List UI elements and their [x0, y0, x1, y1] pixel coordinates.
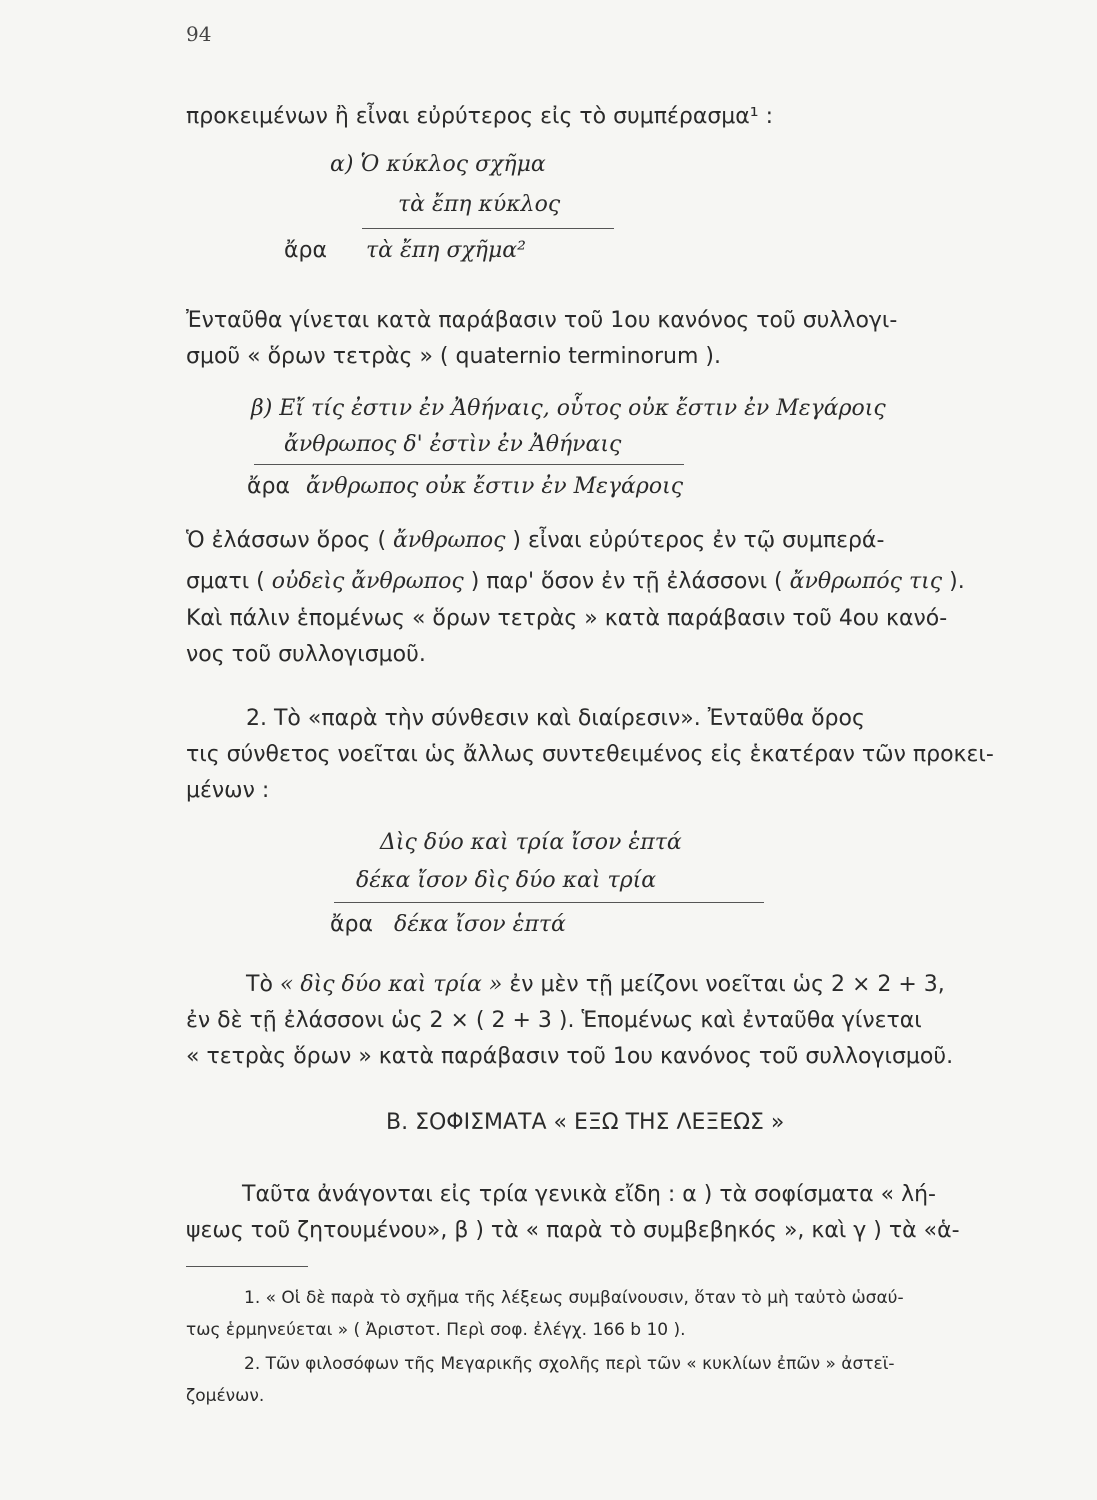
text-line: « τετρὰς ὅρων » κατὰ παράβασιν τοῦ 1ου κανόνος τοῦ συλλογισμοῦ. — [186, 1044, 954, 1069]
page-number: 94 — [186, 22, 212, 46]
syllogism-a-conclusion: τὰ ἔπη σχῆμα² — [366, 238, 526, 263]
syllogism-c-rule — [334, 902, 764, 903]
syllogism-a-minor: τὰ ἔπη κύκλος — [398, 192, 561, 217]
text-line: ἐν δὲ τῇ ἐλάσσονι ὡς 2 × ( 2 + 3 ). Ἑπομένως καὶ ἐνταῦθα γίνεται — [186, 1008, 922, 1033]
syllogism-b-minor: ἄνθρωπος δ' ἐστὶν ἐν Ἀθήναις — [284, 432, 622, 457]
syllogism-b-conclusion: ἄνθρωπος οὐκ ἔστιν ἐν Μεγάροις — [306, 474, 684, 499]
syllogism-a-major: α) Ὁ κύκλος σχῆμα — [330, 152, 546, 177]
ara-label: ἄρα — [330, 912, 373, 937]
footnote-1: 1. « Οἱ δὲ παρὰ τὸ σχῆμα τῆς λέξεως συμβαίνουσιν, ὅταν τὸ μὴ ταὐτὸ ὡσαύ- — [244, 1288, 904, 1308]
text-line: νος τοῦ συλλογισμοῦ. — [186, 642, 426, 667]
syllogism-c-minor: δέκα ἴσον δὶς δύο καὶ τρία — [356, 868, 657, 893]
text-line: μένων : — [186, 778, 270, 803]
syllogism-b-rule — [254, 464, 684, 465]
text-line: σμοῦ « ὅρων τετρὰς » ( quaternio terminorum ). — [186, 344, 721, 369]
text-line: σματι ( οὐδεὶς ἄνθρωπος ) παρ' ὅσον ἐν τῇ ἐλάσσονι ( ἄνθρωπός τις ). — [186, 569, 965, 594]
text-line: Καὶ πάλιν ἑπομένως « ὅρων τετρὰς » κατὰ παράβασιν τοῦ 4ου κανό- — [186, 606, 948, 631]
section-heading: Β. ΣΟΦΙΣΜΑΤΑ « ΕΞΩ ΤΗΣ ΛΕΞΕΩΣ » — [386, 1110, 785, 1135]
text-line: Ὁ ἐλάσσων ὅρος ( ἄνθρωπος ) εἶναι εὐρύτερος ἐν τῷ συμπερά- — [186, 528, 885, 553]
text-line: Ταῦτα ἀνάγονται εἰς τρία γενικὰ εἴδη : α ) τὰ σοφίσματα « λή- — [242, 1182, 936, 1207]
syllogism-c-conclusion: δέκα ἴσον ἑπτά — [394, 912, 566, 937]
text-line: ψεως τοῦ ζητουμένου», β ) τὰ « παρὰ τὸ συμβεβηκός », καὶ γ ) τὰ «ἁ- — [186, 1218, 960, 1243]
text-line: προκειμένων ἢ εἶναι εὐρύτερος εἰς τὸ συμπέρασμα¹ : — [186, 104, 774, 129]
footnote-1-cont: τως ἑρμηνεύεται » ( Ἀριστοτ. Περὶ σοφ. ἐλέγχ. 166 b 10 ). — [186, 1320, 686, 1340]
footnote-2: 2. Τῶν φιλοσόφων τῆς Μεγαρικῆς σχολῆς περὶ τῶν « κυκλίων ἐπῶν » ἀστεϊ- — [244, 1354, 895, 1374]
ara-label: ἄρα — [247, 474, 290, 499]
syllogism-a-rule — [362, 228, 614, 229]
text-line: τις σύνθετος νοεῖται ὡς ἄλλως συντεθειμένος εἰς ἑκατέραν τῶν προκει- — [186, 742, 994, 767]
text-line: 2. Τὸ «παρὰ τὴν σύνθεσιν καὶ διαίρεσιν». Ἐνταῦθα ὅρος — [246, 706, 865, 731]
text-line: Τὸ « δὶς δύο καὶ τρία » ἐν μὲν τῇ μείζονι νοεῖται ὡς 2 × 2 + 3, — [246, 972, 945, 997]
footnote-separator — [186, 1266, 308, 1267]
footnote-2-cont: ζομένων. — [186, 1386, 265, 1406]
syllogism-b-major: β) Εἴ τίς ἐστιν ἐν Ἀθήναις, οὗτος οὐκ ἔστιν ἐν Μεγάροις — [251, 396, 886, 421]
syllogism-c-major: Δὶς δύο καὶ τρία ἴσον ἑπτά — [380, 830, 682, 855]
text-line: Ἐνταῦθα γίνεται κατὰ παράβασιν τοῦ 1ου κανόνος τοῦ συλλογι- — [186, 308, 898, 333]
ara-label: ἄρα — [284, 238, 327, 263]
